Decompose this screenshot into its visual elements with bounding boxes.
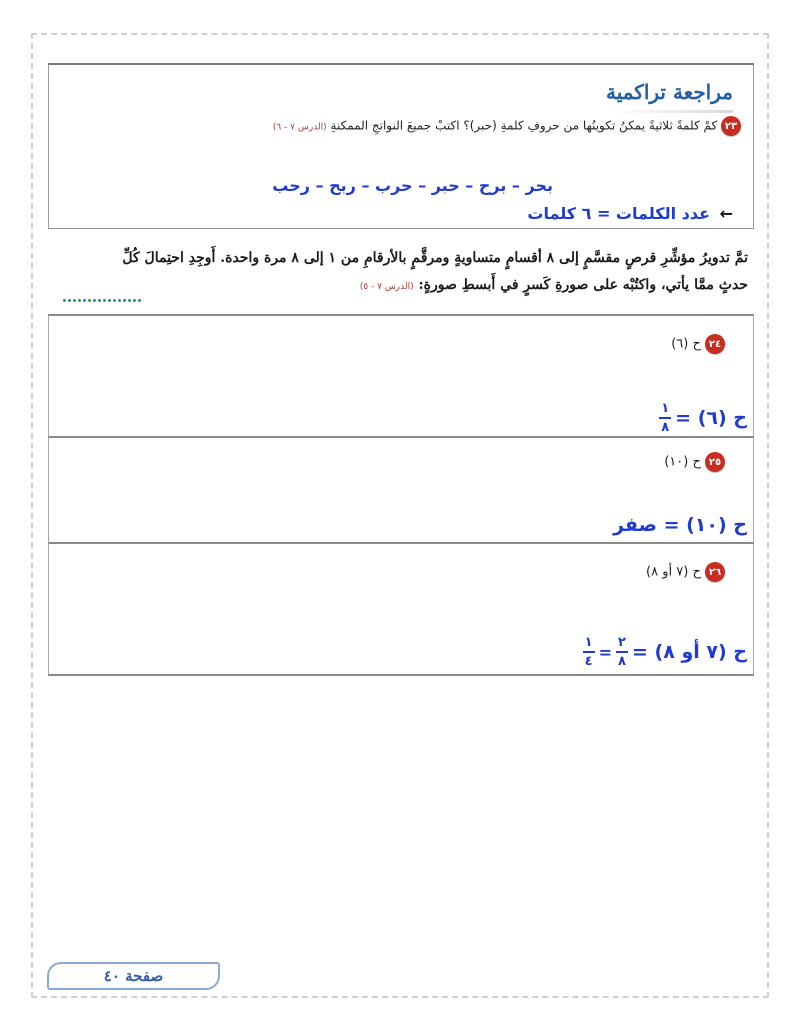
question-number-badge: ٢٥: [705, 452, 725, 472]
lesson-reference: (الدرس ٧ - ٦): [272, 122, 327, 133]
answer-25-lhs: ح (١٠) = صفر: [613, 514, 747, 536]
logo-dot: [73, 299, 76, 302]
fraction-bar: [659, 417, 671, 419]
heading-underline: [613, 110, 733, 113]
logo-dot: [113, 299, 116, 302]
question-number-badge: ٢٤: [705, 334, 725, 354]
logo-dot: [103, 299, 106, 302]
logo-dots: [52, 287, 142, 303]
intro-line-2: [52, 272, 748, 301]
intro-line-2-text: حدثٍ ممَّا يأتي، واكتُبْه على صورةِ كَسرٍ في أَبسطِ صورةٍ:: [418, 277, 748, 293]
review-top-rule: [48, 63, 754, 65]
logo-dot: [68, 299, 71, 302]
question-row-26: [48, 544, 754, 676]
review-heading: مراجعة تراكمية: [605, 80, 733, 104]
fraction-denominator: ٨: [661, 420, 670, 435]
fraction-numerator: ٢: [618, 635, 626, 650]
question-25: [664, 452, 725, 472]
intro-line-1: تمَّ تدويرُ مؤشِّرِ قرصٍ مقسَّمٍ إلى ٨ أقسامٍ متساويةٍ ومرقَّمٍ بالأرقامِ من ١ إلى ٨ مرة واحدة. أَوجِدِ احتِمالَ كُلِّ: [122, 250, 748, 266]
fraction-bar: [616, 651, 628, 653]
fraction-denominator: ٤: [584, 654, 593, 669]
question-23: [273, 116, 741, 136]
cumulative-review-panel: [48, 63, 754, 229]
logo-dot: [123, 299, 126, 302]
answer-26: [583, 636, 747, 668]
logo-dot: [108, 299, 111, 302]
page-number-tab: صفحة ٤٠: [47, 962, 220, 990]
question-24: [671, 334, 725, 354]
logo-dot: [128, 299, 131, 302]
answer-count-line: [527, 204, 733, 223]
answer-count: عدد الكلمات = ٦ كلمات: [527, 204, 711, 223]
arrow-icon: ←: [719, 204, 733, 223]
probability-intro: [52, 245, 748, 301]
fraction-bar: [583, 651, 595, 653]
question-25-prompt: ح (١٠): [664, 454, 701, 470]
logo-dot: [138, 299, 141, 302]
logo-dot: [88, 299, 91, 302]
logo-dot: [133, 299, 136, 302]
fraction-numerator: ١: [584, 635, 593, 650]
equals-sign: =: [598, 642, 612, 662]
intro-lesson-reference: (الدرس ٧ - ٥): [359, 282, 414, 292]
fraction-1-8: [659, 402, 671, 434]
answer-words: بحر – برح – حبر – حرب – ربح – رحب: [272, 176, 553, 195]
question-row-24: [48, 314, 754, 438]
fraction-denominator: ٨: [618, 654, 626, 669]
logo-dot: [118, 299, 121, 302]
logo-dot: [78, 299, 81, 302]
fraction-numerator: ١: [661, 401, 670, 416]
answer-24: [659, 402, 747, 434]
question-26: [646, 562, 725, 582]
question-24-prompt: ح (٦): [671, 336, 701, 352]
question-number-badge: ٢٦: [705, 562, 725, 582]
fraction-2-8: [616, 636, 628, 668]
answer-24-lhs: ح (٦) =: [675, 407, 747, 429]
question-number-badge: ٢٣: [721, 116, 741, 136]
question-23-text: كمْ كلمةً ثلاثيةً يمكنُ تكوينُها من حروفِ كلمةِ (حبر)؟ اكتبْ جميعَ النواتجِ الممكنةِ: [330, 118, 718, 133]
logo-dot: [63, 299, 66, 302]
fraction-1-4: [583, 636, 595, 668]
answer-25: [613, 514, 747, 536]
answer-26-lhs: ح (٧ أو ٨) =: [632, 641, 747, 663]
logo-dot: [98, 299, 101, 302]
logo-dot: [83, 299, 86, 302]
question-row-25: [48, 438, 754, 544]
logo-dot: [93, 299, 96, 302]
question-26-prompt: ح (٧ أو ٨): [646, 564, 701, 580]
